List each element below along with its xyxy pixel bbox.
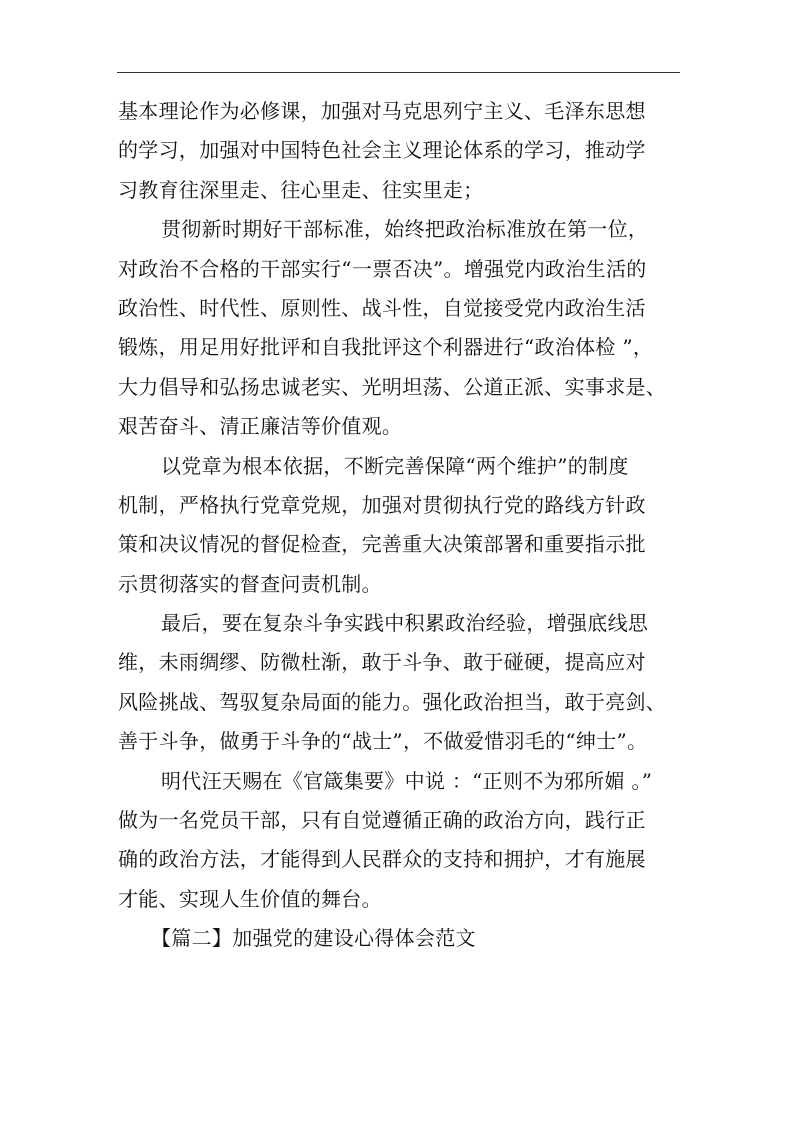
- text-line: 艰苦奋斗、清正廉洁等价值观。: [118, 414, 403, 439]
- text-line: 锻炼，用足用好批评和自我批评这个利器进行“政治体检 ”，: [118, 335, 654, 360]
- text-line: 基本理论作为必修课，加强对马克思列宁主义、毛泽东思想: [118, 99, 646, 123]
- text-line: 确的政治方法，才能得到人民群众的支持和拥护，才有施展: [118, 847, 646, 872]
- text-line: 机制，严格执行党章党规，加强对贯彻执行党的路线方针政: [118, 492, 646, 517]
- text-line: 对政治不合格的干部实行“一票否决”。增强党内政治生活的: [118, 256, 647, 281]
- text-line: 的学习，加强对中国特色社会主义理论体系的学习，推动学: [118, 138, 646, 163]
- section-heading: 【篇二】加强党的建设心得体会范文: [151, 926, 476, 951]
- text-line: 才能、实现人生价值的舞台。: [118, 886, 382, 911]
- text-line: 维，未雨绸缪、防微杜渐，敢于斗争、敢于碰硬，提高应对: [118, 650, 646, 675]
- paragraph-first-line: 明代汪天赐在《官箴集要》中说 ：“正则不为邪所媚 。”: [161, 768, 653, 793]
- text-line: 风险挑战、驾驭复杂局面的能力。强化政治担当，敢于亮剑、: [118, 689, 667, 714]
- text-line: 示贯彻落实的督查问责机制。: [118, 571, 382, 596]
- text-line: 策和决议情况的督促检查，完善重大决策部署和重要指示批: [118, 532, 646, 557]
- paragraph-first-line: 最后，要在复杂斗争实践中积累政治经验，增强底线思: [161, 611, 649, 636]
- header-rule: [117, 72, 680, 73]
- document-body: [118, 92, 680, 959]
- text-line: 习教育往深里走、往心里走、往实里走；: [118, 177, 484, 202]
- text-line: 大力倡导和弘扬忠诚老实、光明坦荡、公道正派、实事求是、: [118, 374, 667, 399]
- text-line: 做为一名党员干部，只有自觉遵循正确的政治方向，践行正: [118, 808, 646, 833]
- text-line: 善于斗争，做勇于斗争的“战士”，不做爱惜羽毛的“绅士”。: [118, 729, 648, 754]
- paragraph-first-line: 以党章为根本依据，不断完善保障“两个维护”的制度: [161, 453, 629, 478]
- text-line: 政治性、时代性、原则性、战斗性，自觉接受党内政治生活: [118, 295, 646, 320]
- paragraph-first-line: 贯彻新时期好干部标准，始终把政治标准放在第一位，: [161, 217, 649, 242]
